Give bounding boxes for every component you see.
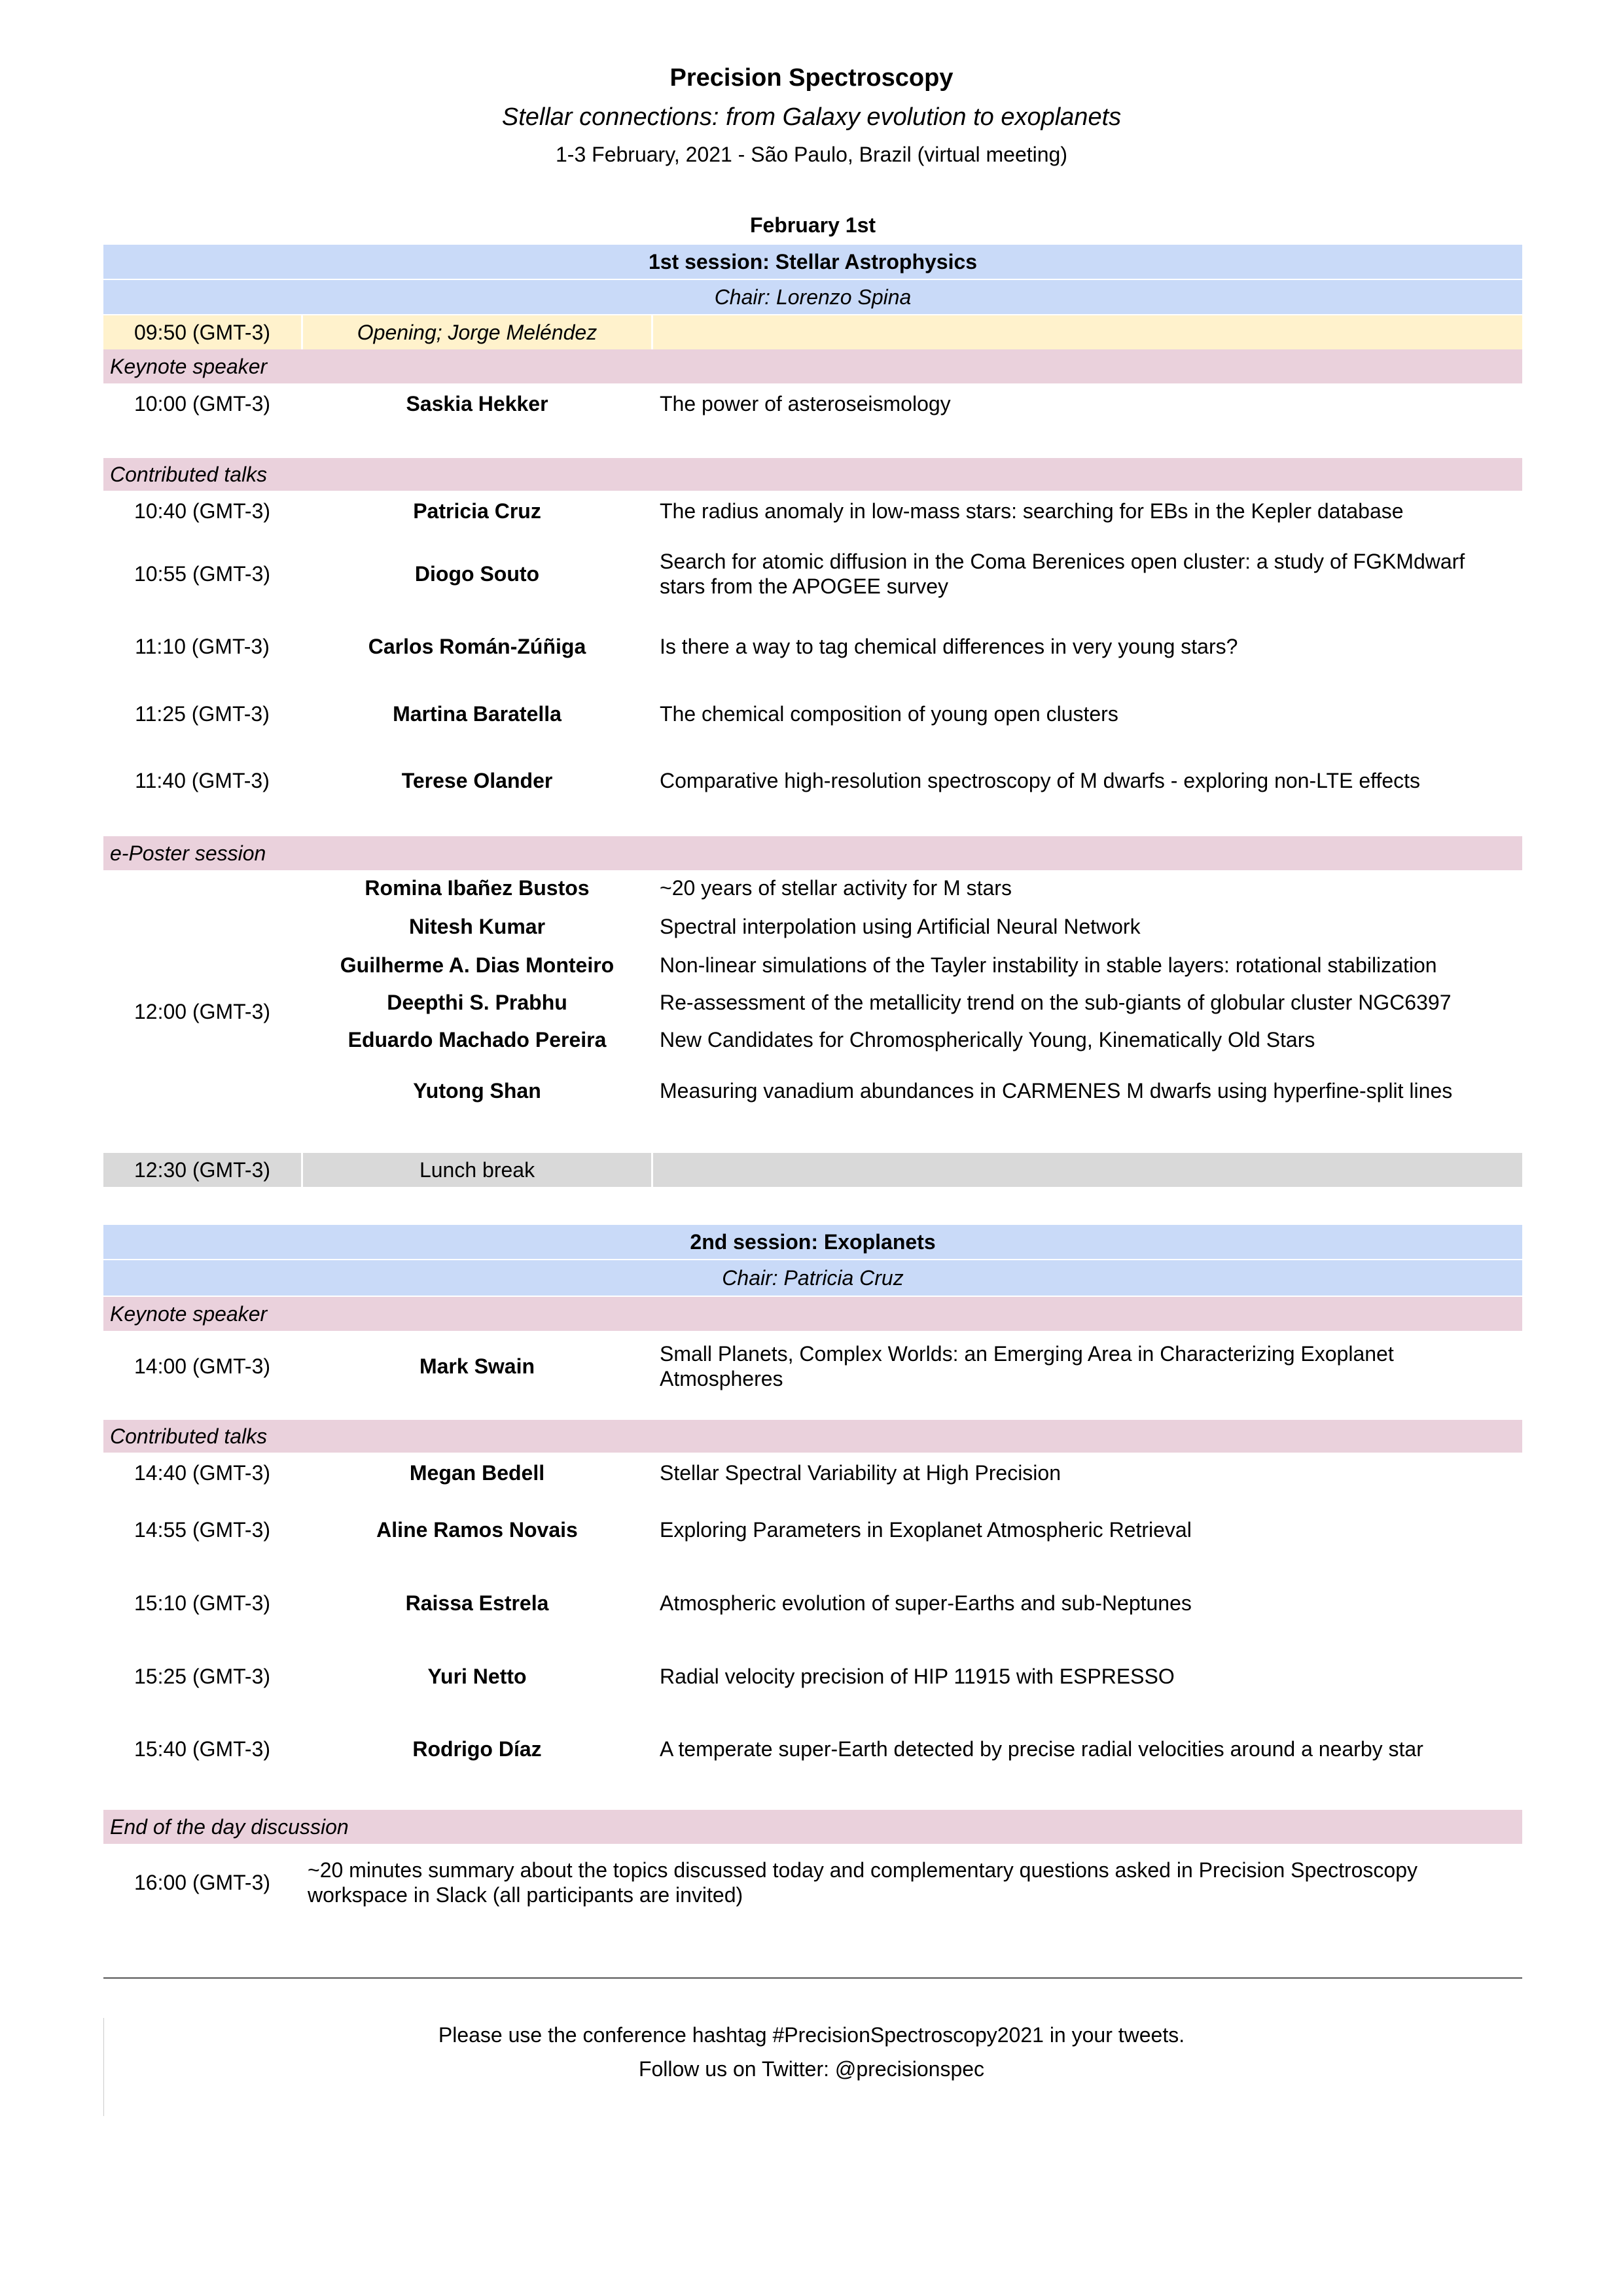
time-cell: 14:40 (GMT-3) <box>134 1460 271 1485</box>
talk-row <box>103 1566 1522 1640</box>
talk-title-cell: Small Planets, Complex Worlds: an Emerging Area in Characterizing Exoplanet Atmospheres <box>660 1342 1394 1390</box>
talk-title-cell: The radius anomaly in low-mass stars: searching for EBs in the Kepler database <box>660 499 1404 523</box>
talk-title-cell: Is there a way to tag chemical differences in very young stars? <box>660 635 1238 658</box>
poster-item <box>301 950 1522 980</box>
twitter-note: Follow us on Twitter: @precisionspec <box>638 2057 985 2081</box>
talk-title-cell: Search for atomic diffusion in the Coma Berenices open cluster: a study of FGKMdwarf stars from the APOGEE survey <box>660 550 1465 598</box>
empty-cell <box>653 315 1522 349</box>
date-location: 1-3 February, 2021 - São Paulo, Brazil (virtual meeting) <box>556 143 1067 166</box>
keynote-label: Keynote speaker <box>103 349 1522 383</box>
speaker-cell: Guilherme A. Dias Monteiro <box>340 953 615 977</box>
discussion-label: End of the day discussion <box>103 1810 1522 1844</box>
poster-item <box>301 873 1522 903</box>
talk-title-cell: The chemical composition of young open clusters <box>660 702 1118 726</box>
speaker-cell: Eduardo Machado Pereira <box>348 1027 607 1051</box>
talk-title-cell: Comparative high-resolution spectroscopy of M dwarfs - exploring non-LTE effects <box>660 769 1421 792</box>
talk-title-cell: ~20 years of stellar activity for M stars <box>660 875 1012 900</box>
time-cell: 11:25 (GMT-3) <box>135 701 270 726</box>
discussion-row <box>103 1844 1522 1921</box>
spacer <box>103 1785 1522 1810</box>
speaker-cell: Yutong Shan <box>413 1078 541 1103</box>
lunch-row <box>103 1153 1522 1187</box>
speaker-cell: Terese Olander <box>401 768 553 792</box>
schedule-table <box>103 245 1522 1921</box>
time-cell: 12:00 (GMT-3) <box>134 999 271 1023</box>
speaker-cell: Martina Baratella <box>393 701 562 726</box>
spacer <box>103 810 1522 836</box>
discussion-text: ~20 minutes summary about the topics discussed today and complementary questions asked in Precision Spectroscopy workspace in Slack (all participants are invited) <box>308 1858 1418 1907</box>
poster-label: e-Poster session <box>103 836 1522 870</box>
talk-title-cell: The power of asteroseismology <box>660 392 951 415</box>
time-cell: 11:10 (GMT-3) <box>135 634 270 658</box>
hashtag-note: Please use the conference hashtag #PrecisionSpectroscopy2021 in your tweets. <box>438 2023 1185 2047</box>
speaker-cell: Yuri Netto <box>427 1664 527 1688</box>
talk-row <box>103 1640 1522 1713</box>
empty-cell <box>653 1153 1522 1187</box>
time-cell: 10:00 (GMT-3) <box>134 391 271 415</box>
keynote-row <box>103 1331 1522 1402</box>
speaker-cell: Megan Bedell <box>409 1460 545 1485</box>
speaker-cell: Mark Swain <box>419 1354 535 1378</box>
speaker-cell: Saskia Hekker <box>406 391 548 415</box>
spacer <box>103 424 1522 458</box>
contributed-label: Contributed talks <box>103 1420 1522 1453</box>
speaker-cell: Nitesh Kumar <box>408 914 546 938</box>
footer-divider <box>103 1977 1522 1979</box>
talk-title-cell: Atmospheric evolution of super-Earths and sub-Neptunes <box>660 1591 1192 1615</box>
talk-title-cell: Exploring Parameters in Exoplanet Atmospheric Retrieval <box>660 1518 1192 1542</box>
speaker-cell: Rodrigo Díaz <box>412 1737 542 1761</box>
spacer <box>103 1187 1522 1225</box>
speaker-cell: Raissa Estrela <box>405 1591 549 1615</box>
opening-row <box>103 315 1522 349</box>
session-chair: Chair: Lorenzo Spina <box>103 280 1522 315</box>
talk-title-cell: Re-assessment of the metallicity trend on the sub-giants of globular cluster NGC6397 <box>660 990 1452 1014</box>
talk-title-cell: Non-linear simulations of the Tayler instability in stable layers: rotational stabilization <box>660 953 1437 977</box>
contributed-label: Contributed talks <box>103 458 1522 491</box>
talk-row <box>103 1493 1522 1566</box>
time-cell: 16:00 (GMT-3) <box>134 1870 271 1894</box>
session-title: 2nd session: Exoplanets <box>103 1225 1522 1260</box>
speaker-cell: Deepthi S. Prabhu <box>387 990 567 1014</box>
keynote-row <box>103 383 1522 424</box>
keynote-label: Keynote speaker <box>103 1297 1522 1331</box>
time-cell: 15:40 (GMT-3) <box>134 1737 271 1761</box>
day-heading: February 1st <box>749 213 876 237</box>
time-cell: 09:50 (GMT-3) <box>103 315 301 349</box>
time-cell: 14:00 (GMT-3) <box>134 1354 271 1378</box>
talk-title-cell: A temperate super-Earth detected by precise radial velocities around a nearby star <box>660 1737 1423 1761</box>
opening-label: Opening; Jorge Meléndez <box>301 315 653 349</box>
talk-row <box>103 616 1522 677</box>
document-subtitle: Stellar connections: from Galaxy evolution to exoplanets <box>501 103 1122 131</box>
speaker-cell: Romina Ibañez Bustos <box>365 875 590 900</box>
session-chair: Chair: Patricia Cruz <box>103 1260 1522 1297</box>
document-title: Precision Spectroscopy <box>669 64 954 92</box>
poster-block <box>103 870 1522 1153</box>
poster-item <box>301 1076 1522 1106</box>
lunch-label: Lunch break <box>301 1153 653 1187</box>
poster-item <box>301 1025 1522 1055</box>
poster-item <box>301 911 1522 942</box>
talk-title-cell: Radial velocity precision of HIP 11915 with ESPRESSO <box>660 1665 1175 1688</box>
talk-row <box>103 491 1522 531</box>
talk-title-cell: Stellar Spectral Variability at High Precision <box>660 1461 1061 1485</box>
talk-row <box>103 677 1522 751</box>
talk-title-cell: New Candidates for Chromospherically Young, Kinematically Old Stars <box>660 1027 1315 1051</box>
time-cell: 15:10 (GMT-3) <box>134 1591 271 1615</box>
talk-row <box>103 1453 1522 1493</box>
speaker-cell: Diogo Souto <box>414 561 540 586</box>
session-title: 1st session: Stellar Astrophysics <box>103 245 1522 280</box>
talk-title-cell: Spectral interpolation using Artificial Neural Network <box>660 914 1141 938</box>
time-cell: 12:30 (GMT-3) <box>103 1153 301 1187</box>
speaker-cell: Patricia Cruz <box>413 499 541 523</box>
speaker-cell: Carlos Román-Zúñiga <box>368 634 586 658</box>
speaker-cell: Aline Ramos Novais <box>376 1517 578 1542</box>
time-cell: 10:55 (GMT-3) <box>134 561 271 586</box>
time-cell: 10:40 (GMT-3) <box>134 499 271 523</box>
talk-row <box>103 531 1522 616</box>
time-cell: 11:40 (GMT-3) <box>135 768 270 792</box>
talk-row <box>103 1713 1522 1785</box>
talk-row <box>103 751 1522 810</box>
poster-item <box>301 987 1522 1017</box>
talk-title-cell: Measuring vanadium abundances in CARMENES M dwarfs using hyperfine-split lines <box>660 1078 1453 1103</box>
time-cell: 14:55 (GMT-3) <box>134 1517 271 1542</box>
time-cell: 15:25 (GMT-3) <box>134 1664 271 1688</box>
spacer <box>103 1402 1522 1420</box>
